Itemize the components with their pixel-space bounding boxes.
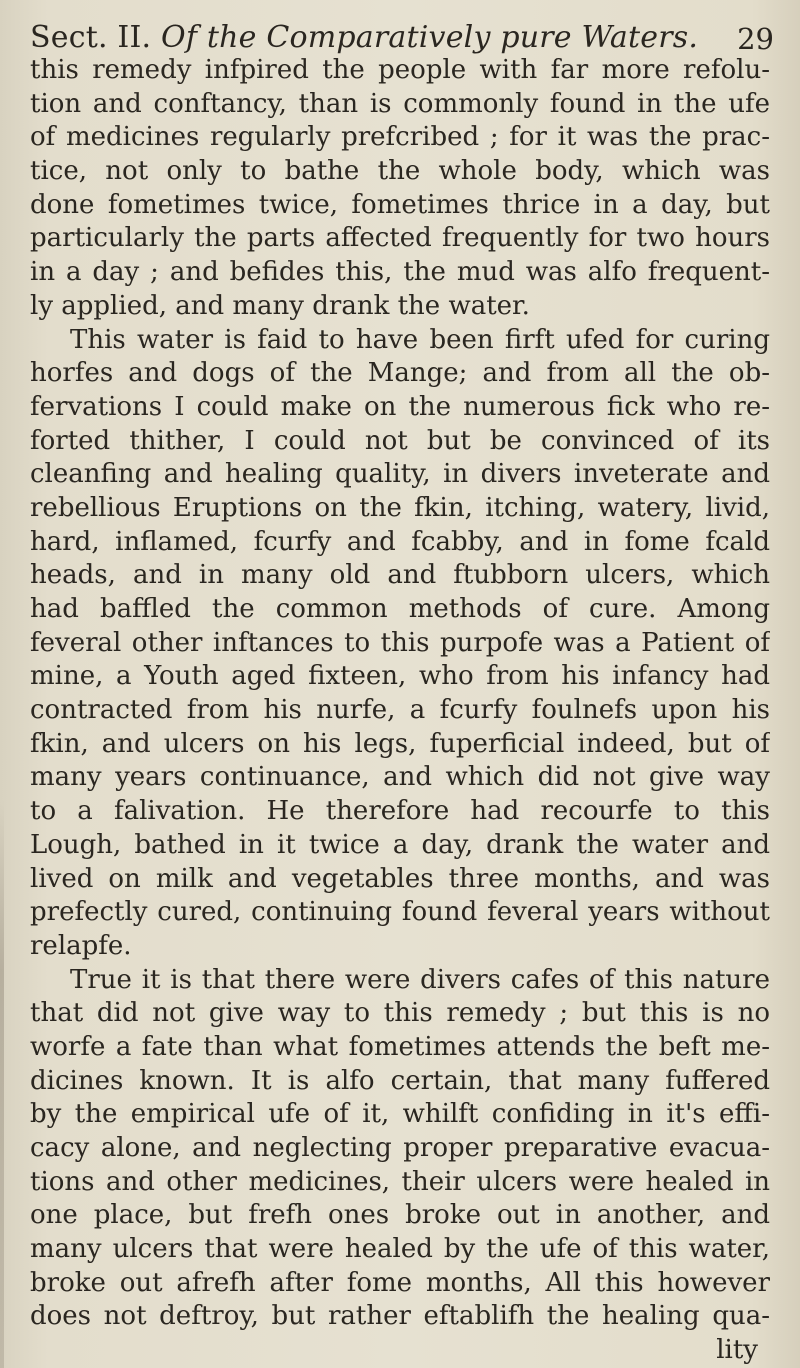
text-line: had baffled the common methods of cure. Among [30, 594, 770, 624]
text-line: horfes and dogs of the Mange; and from all the ob- [30, 358, 770, 389]
catchword: lity [716, 1335, 758, 1366]
text-line: many ulcers that were healed by the ufe of this water, [30, 1234, 770, 1265]
text-line: tion and conftancy, than is commonly found in the ufe [30, 88, 770, 119]
paragraph-end-line: ly applied, and many drank the water. [30, 290, 530, 321]
text-line: of medicines regularly prefcribed ; for it was the prac- [30, 122, 770, 153]
text-line: contracted from his nurfe, a fcurfy foulnefs upon his [30, 695, 770, 726]
paragraph-start-line: This water is faid to have been firft ufed for curing [70, 324, 770, 355]
text-line: dicines known. It is alfo certain, that many fuffered [30, 1065, 770, 1096]
running-title: Of the Comparatively pure Waters. [161, 20, 699, 55]
text-line: one place, but frefh ones broke out in another, and [30, 1200, 770, 1231]
text-line: done fometimes twice, fometimes thrice in a day, but [30, 189, 770, 220]
text-line: in a day ; and befides this, the mud was alfo frequent- [30, 257, 770, 288]
page-edge-shadow [0, 800, 4, 1368]
text-line: hard, inflamed, fcurfy and fcabby, and in fome fcald [30, 526, 770, 557]
text-line: does not deftroy, but rather eftablifh the healing qua- [30, 1301, 770, 1332]
text-line: mine, a Youth aged fixteen, who from his infancy had [30, 661, 770, 692]
text-line: particularly the parts affected frequently for two hours [30, 223, 770, 254]
text-line: prefectly cured, continuing found feveral years without [30, 897, 770, 928]
text-line: tice, not only to bathe the whole body, which was [30, 156, 770, 187]
text-line: worfe a fate than what fometimes attends the beft me- [30, 1031, 770, 1062]
paragraph-start-line: True it is that there were divers cafes of this nature [70, 964, 770, 995]
text-line: to a falivation. He therefore had recourfe to this [30, 796, 770, 827]
text-line: many years continuance, and which did not give way [30, 762, 770, 793]
text-line: rebellious Eruptions on the fkin, itching, watery, livid, [30, 492, 770, 523]
body-text [30, 54, 770, 1368]
section-label: Sect. II. [30, 20, 152, 55]
text-line: Lough, bathed in it twice a day, drank the water and [30, 829, 770, 860]
text-line: this remedy infpired the people with far more refolu- [30, 55, 770, 85]
text-line: lived on milk and vegetables three months, and was [30, 863, 770, 894]
text-line: forted thither, I could not but be convinced of its [30, 425, 770, 456]
text-line: cacy alone, and neglecting proper preparative evacua- [30, 1133, 770, 1163]
page-number: 29 [737, 22, 774, 56]
text-line: heads, and in many old and ftubborn ulcers, which [30, 560, 770, 591]
text-line: feveral other inftances to this purpofe was a Patient of [30, 627, 770, 658]
text-line: by the empirical ufe of it, whilft confiding in it's effi- [30, 1099, 770, 1130]
text-line: cleanfing and healing quality, in divers inveterate and [30, 459, 770, 490]
text-line: tions and other medicines, their ulcers were healed in [30, 1166, 770, 1197]
text-line: that did not give way to this remedy ; but this is no [30, 998, 770, 1029]
text-line: fervations I could make on the numerous fick who re- [30, 391, 770, 422]
text-line: broke out afrefh after fome months, All this however [30, 1267, 770, 1298]
paragraph-end-line: relapfe. [30, 930, 132, 961]
text-line: fkin, and ulcers on his legs, fuperficial indeed, but of [30, 728, 770, 759]
running-head [30, 20, 698, 55]
